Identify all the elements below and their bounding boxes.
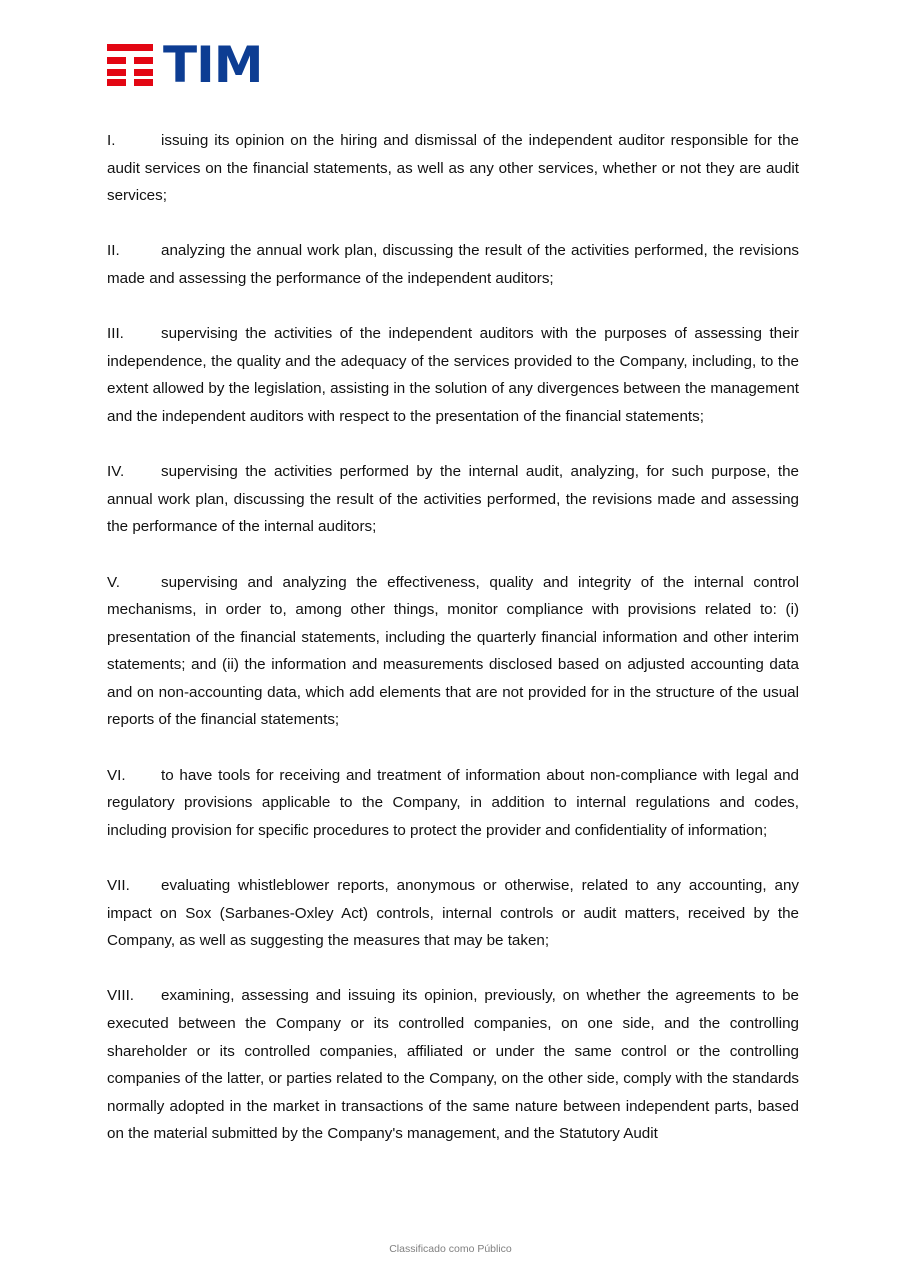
item-number: II. <box>107 242 120 260</box>
item-text: evaluating whistleblower reports, anonymous or otherwise, related to any accounting, any impact on Sox (Sarbanes-Oxley Act) controls, internal controls or audit matters, received by the Company, as well as suggesting the measures that may be taken; <box>107 877 799 950</box>
item-text: supervising and analyzing the effectiveness, quality and integrity of the internal control mechanisms, in order to, among other things, monitor compliance with provisions related to: (i) presentation of the financial statements, including the quarterly financial information and other interim statements; and (ii) the information and measurements disclosed based on adjusted accounting data and on non-accounting data, which add elements that are not provided for in the structure of the usual reports of the financial statements; <box>107 573 799 729</box>
item-text: analyzing the annual work plan, discussing the result of the activities performed, the revisions made and assessing the performance of the independent auditors; <box>107 242 799 287</box>
list-item <box>107 458 799 541</box>
list-item <box>107 237 799 292</box>
list-item <box>107 762 799 845</box>
item-text: examining, assessing and issuing its opinion, previously, on whether the agreements to be executed between the Company or its controlled companies, on one side, and the controlling shareholder or its controlled companies, affiliated or under the same control or the controlling companies of the latter, or parties related to the Company, on the other side, comply with the standards normally adopted in the market in transactions of the same nature between independent parts, based on the material submitted by the Company's management, and the Statutory Audit <box>107 987 799 1143</box>
item-number: VIII. <box>107 987 135 1005</box>
item-number: IV. <box>107 463 125 481</box>
list-item <box>107 872 799 955</box>
item-number: III. <box>107 325 124 343</box>
tim-logo-mark-icon <box>107 44 153 86</box>
item-number: I. <box>107 132 116 149</box>
item-text: to have tools for receiving and treatment of information about non-compliance with legal and regulatory provisions applicable to the Company, in addition to internal regulations and codes, including provision for specific procedures to protect the provider and confidentiality of information; <box>107 766 799 839</box>
item-text: supervising the activities of the independent auditors with the purposes of assessing their independence, the quality and the adequacy of the services provided to the Company, including, to the extent allowed by the legislation, assisting in the solution of any divergences between the management and the independent auditors with respect to the presentation of the financial statements; <box>107 325 799 425</box>
classification-footer: Classificado como Público <box>389 1243 512 1255</box>
item-text: supervising the activities performed by the internal audit, analyzing, for such purpose, the annual work plan, discussing the result of the activities performed, the revisions made and assessing the performance of the internal auditors; <box>107 463 799 536</box>
list-item <box>107 982 799 1148</box>
item-number: VI. <box>107 766 126 784</box>
tim-logo <box>107 36 263 94</box>
document-body <box>107 127 799 1176</box>
list-item <box>107 569 799 735</box>
item-number: VII. <box>107 877 130 895</box>
tim-logo-text: TIM <box>163 36 263 94</box>
item-number: V. <box>107 573 120 591</box>
list-item <box>107 320 799 430</box>
item-text: issuing its opinion on the hiring and dismissal of the independent auditor responsible for the audit services on the financial statements, as well as any other services, whether or not they are audit services; <box>107 132 799 205</box>
list-item <box>107 127 799 210</box>
